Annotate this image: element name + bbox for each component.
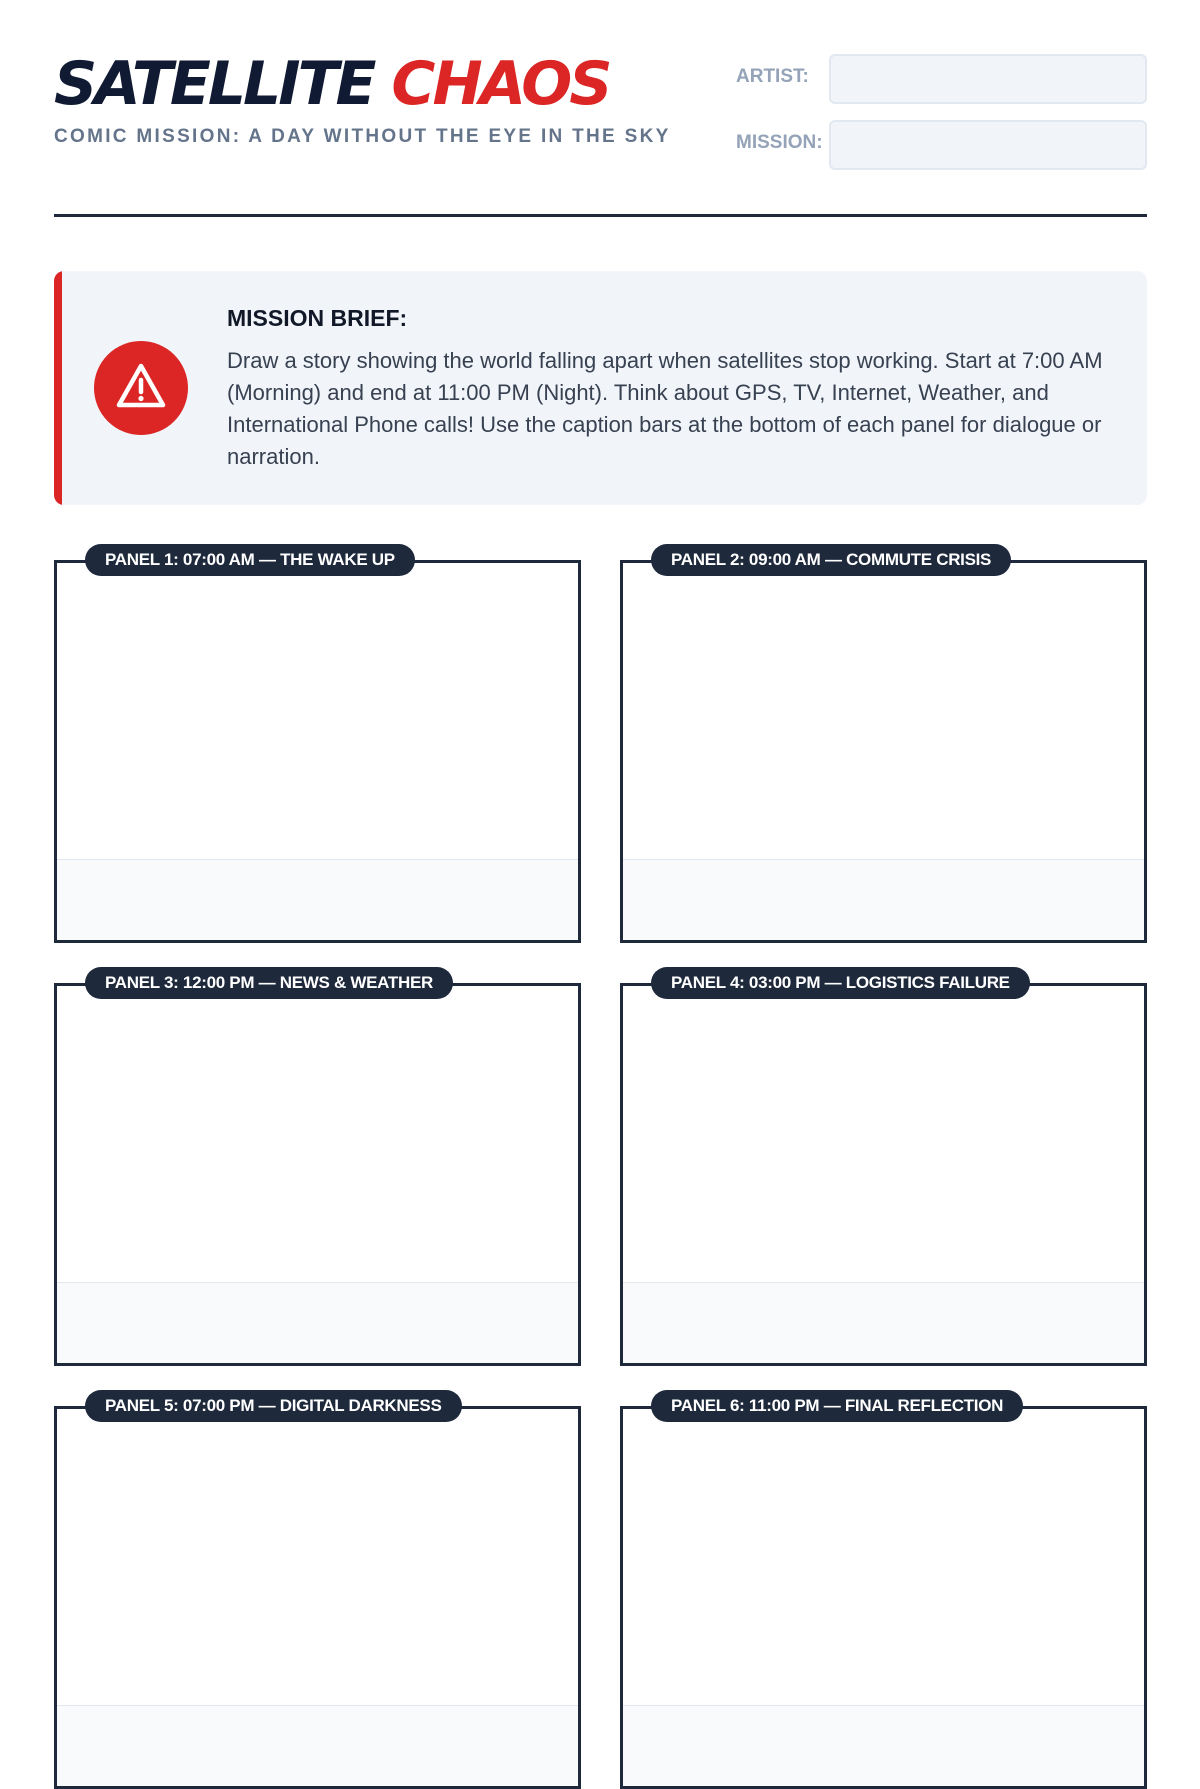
comic-panel-2[interactable] xyxy=(620,550,1147,943)
comic-panel-5[interactable] xyxy=(54,1396,581,1789)
comic-panel-1[interactable] xyxy=(54,550,581,943)
panel-label: PANEL 4: 03:00 PM — LOGISTICS FAILURE xyxy=(651,967,1030,999)
brief-text: Draw a story showing the world falling apart when satellites stop working. Start at 7:00 AM (Morning) and end at 11:00 PM (Night). Think about GPS, TV, Internet, Weather, and International Phone calls! Use the caption bars at the bottom of each panel for dialogue or narration. xyxy=(227,348,1103,469)
comic-panel-3[interactable] xyxy=(54,973,581,1366)
brief-title: MISSION BRIEF: xyxy=(227,305,408,331)
warning-triangle-icon xyxy=(94,341,188,435)
title-chaos: CHAOS xyxy=(391,49,610,119)
page-title xyxy=(54,49,610,119)
caption-bar[interactable] xyxy=(57,859,578,940)
comic-panel-6[interactable] xyxy=(620,1396,1147,1789)
panel-label: PANEL 1: 07:00 AM — THE WAKE UP xyxy=(85,544,415,576)
caption-bar[interactable] xyxy=(623,1705,1144,1786)
brief-accent-bar xyxy=(54,271,62,505)
panel-label: PANEL 6: 11:00 PM — FINAL REFLECTION xyxy=(651,1390,1023,1422)
title-satellite: SATELLITE xyxy=(54,49,374,119)
page-header xyxy=(54,40,1147,216)
panel-label: PANEL 2: 09:00 AM — COMMUTE CRISIS xyxy=(651,544,1011,576)
page-subtitle: COMIC MISSION: A DAY WITHOUT THE EYE IN THE SKY xyxy=(54,126,671,147)
caption-bar[interactable] xyxy=(57,1705,578,1786)
header-divider xyxy=(54,214,1147,217)
caption-bar[interactable] xyxy=(623,859,1144,940)
artist-label: ARTIST: xyxy=(736,66,809,87)
mission-input[interactable] xyxy=(829,120,1147,170)
caption-bar[interactable] xyxy=(623,1282,1144,1363)
panel-label: PANEL 5: 07:00 PM — DIGITAL DARKNESS xyxy=(85,1390,462,1422)
panel-label: PANEL 3: 12:00 PM — NEWS & WEATHER xyxy=(85,967,453,999)
comic-panel-4[interactable] xyxy=(620,973,1147,1366)
artist-input[interactable] xyxy=(829,54,1147,104)
mission-label: MISSION: xyxy=(736,132,823,153)
caption-bar[interactable] xyxy=(57,1282,578,1363)
mission-brief xyxy=(54,271,1147,505)
